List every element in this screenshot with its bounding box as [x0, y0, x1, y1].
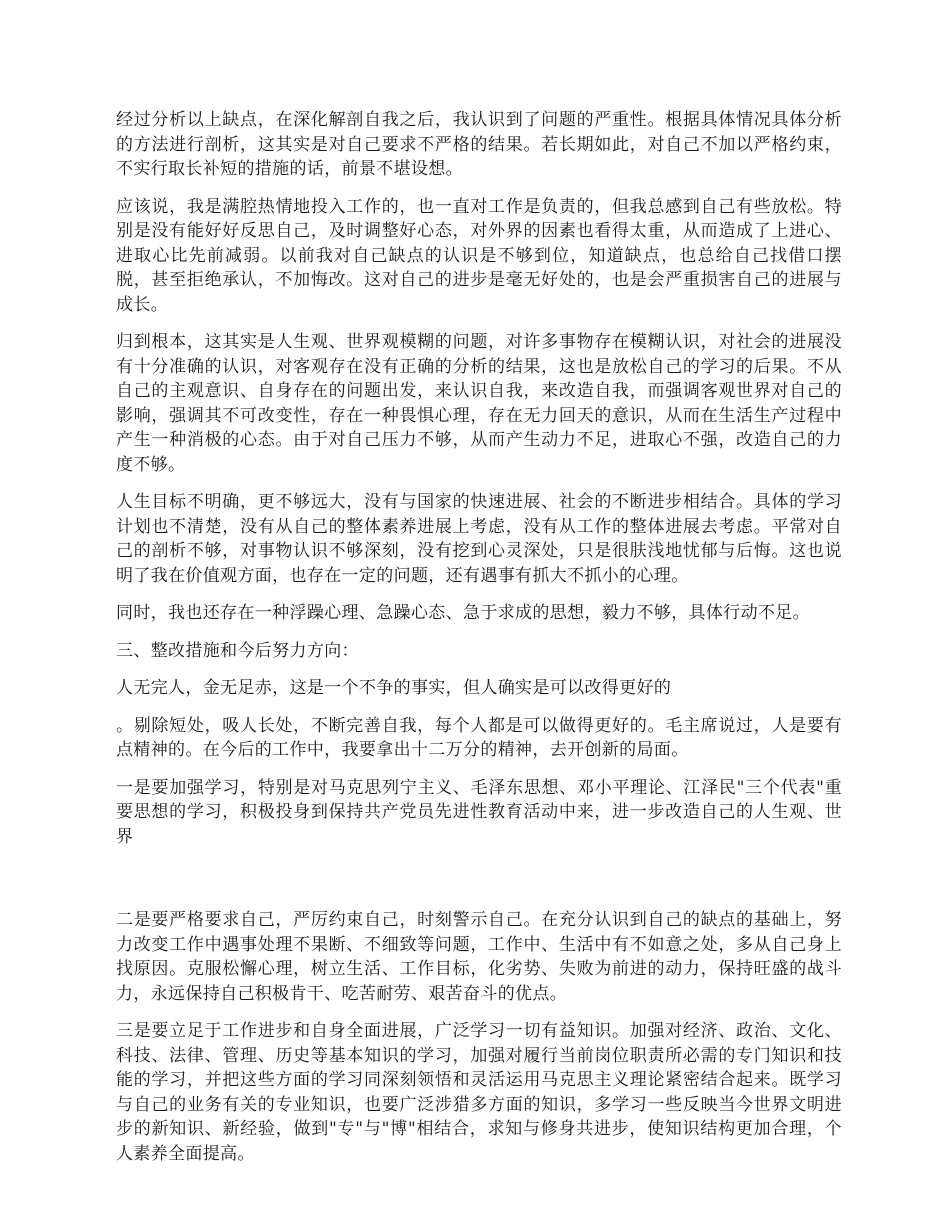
paragraph-life-goals: 人生目标不明确，更不够远大，没有与国家的快速进展、社会的不断进步相结合。具体的学习计划也不清楚，没有从自己的整体素养进展上考虑，没有从工作的整体进展去考虑。平常对自己的剖析不够，对事物认识不够深刻，没有挖到心灵深处，只是很肤浅地忧郁与后悔。这也说明了我在价值观方面，也存在一定的问题，还有遇事有抓大不抓小的心理。 [116, 492, 842, 586]
paragraph-self-analysis: 经过分析以上缺点，在深化解剖自我之后，我认识到了问题的严重性。根据具体情况具体分析的方法进行剖析，这其实是对自己要求不严格的结果。若长期如此，对自己不加以严格约束，不实行取长补短的措施的话，前景不堪设想。 [116, 110, 842, 179]
paragraph-nobody-perfect: 人无完人，金无足赤，这是一个不争的事实，但人确实是可以改得更好的 [116, 678, 672, 698]
document-page [116, 108, 842, 1179]
paragraph-work-attitude: 应该说，我是满腔热情地投入工作的，也一直对工作是负责的，但我总感到自己有些放松。特别是没有能好好反思自己，及时调整好心态，对外界的因素也看得太重，从而造成了上进心、进取心比先前减弱。以前我对自己缺点的认识是不够到位，知道缺点，也总给自己找借口摆脱，甚至拒绝承认，不加悔改。这对自己的进步是毫无好处的，也是会严重损害自己的进展与成长。 [116, 196, 842, 315]
paragraph-impatience: 同时，我也还存在一种浮躁心理、急躁心态、急于求成的思想，毅力不够，具体行动不足。 [116, 603, 810, 623]
page-break-gap [116, 862, 842, 908]
section-heading-rectification: 三、整改措施和今后努力方向： [116, 640, 359, 661]
paragraph-root-cause: 归到根本，这其实是人生观、世界观模糊的问题，对许多事物存在模糊认识，对社会的进展没有十分准确的认识，对客观存在没有正确的分析的结果，这也是放松自己的学习的后果。不从自己的主观意识、自身存在的问题出发，来认识自我，来改造自我，而强调客观世界对自己的影响，强调其不可改变性，存在一种畏惧心理，存在无力回天的意识，从而在生活生产过程中产生一种消极的心态。由于对自己压力不够，从而产生动力不足，进取心不强，改造自己的力度不够。 [116, 332, 842, 475]
paragraph-measure-one-study: 一是要加强学习，特别是对马克思列宁主义、毛泽东思想、邓小平理论、江泽民"三个代表"重要思想的学习，积极投身到保持共产党员先进性教育活动中来，进一步改造自己的人生观、世界 [116, 777, 842, 847]
paragraph-measure-three-knowledge: 三是要立足于工作进步和自身全面进展，广泛学习一切有益知识。加强对经济、政治、文化、科技、法律、管理、历史等基本知识的学习，加强对履行当前岗位职责所必需的专门知识和技能的学习，并把这些方面的学习同深刻领悟和灵活运用马克思主义理论紧密结合起来。既学习与自己的业务有关的专业知识，也要广泛涉猎多方面的知识，多学习一些反映当今世界文明进步的新知识、新经验，做到"专"与"博"相结合，求知与修身共进步，使知识结构更加合理，个人素养全面提高。 [116, 1021, 842, 1164]
paragraph-improve-self: 。剔除短处，吸人长处，不断完善自我，每个人都是可以做得更好的。毛主席说过，人是要有点精神的。在今后的工作中，我要拿出十二万分的精神，去开创新的局面。 [116, 715, 842, 760]
paragraph-measure-two-discipline: 二是要严格要求自己，严厉约束自己，时刻警示自己。在充分认识到自己的缺点的基础上，努力改变工作中遇事处理不果断、不细致等问题，工作中、生活中有不如意之处，多从自己身上找原因。克服松懈心理，树立生活、工作目标，化劣势、失败为前进的动力，保持旺盛的战斗力，永远保持自己积极肯干、吃苦耐劳、艰苦奋斗的优点。 [116, 910, 842, 1004]
